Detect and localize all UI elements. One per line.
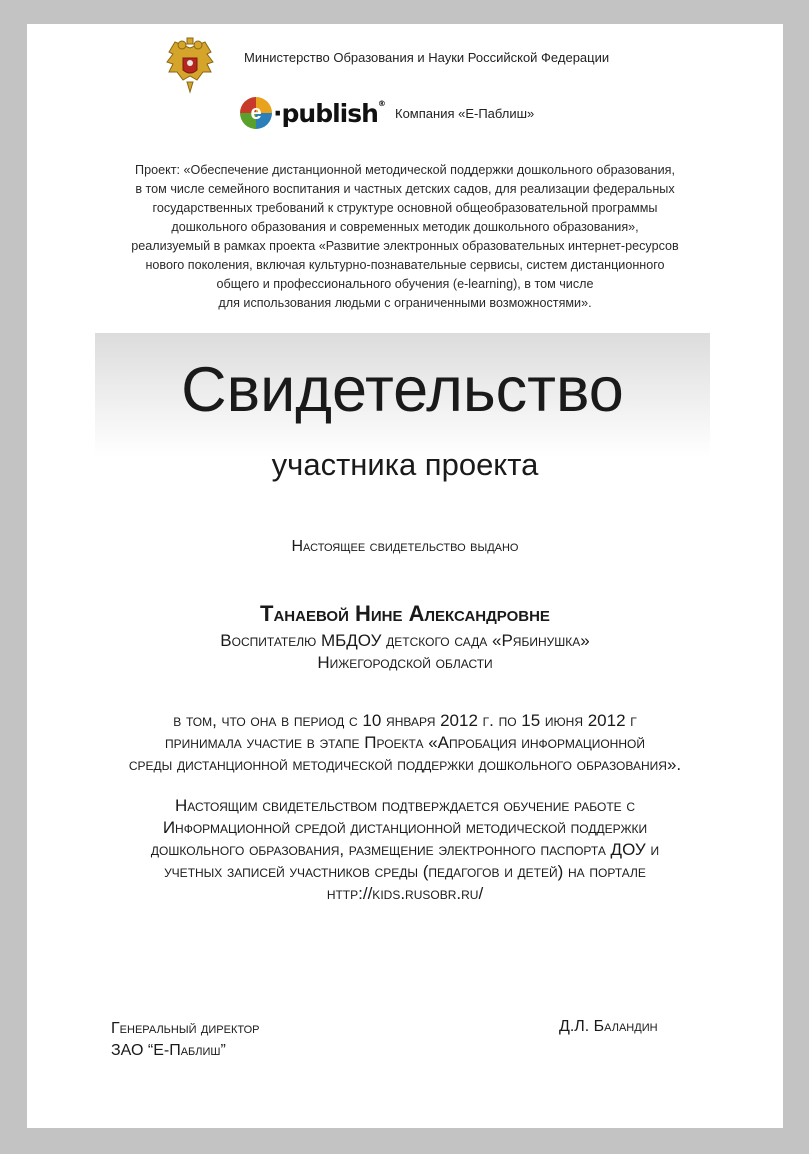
project-line: дошкольного образования и современных методик дошкольного образования», [171,220,639,234]
portal-url: http://kids.rusobr.ru/ [326,884,484,903]
e-publish-logo-mark: e [240,97,272,129]
project-line: общего и профессионального обучения (e-learning), в том числе [216,277,594,291]
position-line: Нижегородской области [317,653,493,672]
recipient-name: Танаевой Нине Александровне [260,601,550,626]
body-line: Настоящим свидетельством подтверждается обучение работе с [174,796,636,815]
project-line: нового поколения, включая культурно-познавательные сервисы, систем дистанционного [145,258,665,272]
body-line: учетных записей участников среды (педагогов и детей) на портале [164,862,646,881]
e-publish-logo-word: ·publish® [273,98,385,128]
certificate-subtitle: участника проекта [271,447,539,482]
signatory-title-line: Генеральный директор [111,1020,260,1037]
position-line: Воспитателю МБДОУ детского сада «Рябинушка» [220,631,590,650]
ministry-name: Министерство Образования и Науки Российской Федерации [244,50,610,65]
body-line: в том, что она в период с 10 января 2012 г. по 15 июня 2012 г [173,711,637,730]
certificate-title: Свидетельство [181,355,624,425]
project-line: для использования людьми с ограниченными возможностями». [218,296,592,310]
company-name: Компания «Е-Паблиш» [395,106,535,121]
certificate-sheet [27,24,783,1128]
signatory-title [111,1018,260,1062]
confirmation-text [57,795,753,905]
project-line: государственных требований к структуре основной общеобразовательной программы [152,201,658,215]
body-line: принимала участие в этапе Проекта «Апробация информационной [165,733,645,752]
project-line: в том числе семейного воспитания и частных детских садов, для реализации федеральных [135,182,675,196]
project-line: реализуемый в рамках проекта «Развитие электронных образовательных интернет-ресурсов [131,239,679,253]
project-description [67,161,743,313]
signatory-title-line: ЗАО “Е-Паблиш” [111,1042,226,1059]
body-line: дошкольного образования, размещение электронного паспорта ДОУ и [150,840,660,859]
participation-text [57,710,753,776]
recipient-position [67,630,743,674]
body-line: среды дистанционной методической поддержки дошкольного образования». [128,755,682,774]
e-publish-logo [240,96,385,130]
signatory-name: Д.Л. Баландин [559,1018,658,1035]
project-line: Проект: «Обеспечение дистанционной методической поддержки дошкольного образования, [135,163,675,177]
coat-of-arms-icon [161,36,219,94]
issued-to-label: Настоящее свидетельство выдано [291,538,519,555]
body-line: Информационной средой дистанционной методической поддержки [162,818,648,837]
